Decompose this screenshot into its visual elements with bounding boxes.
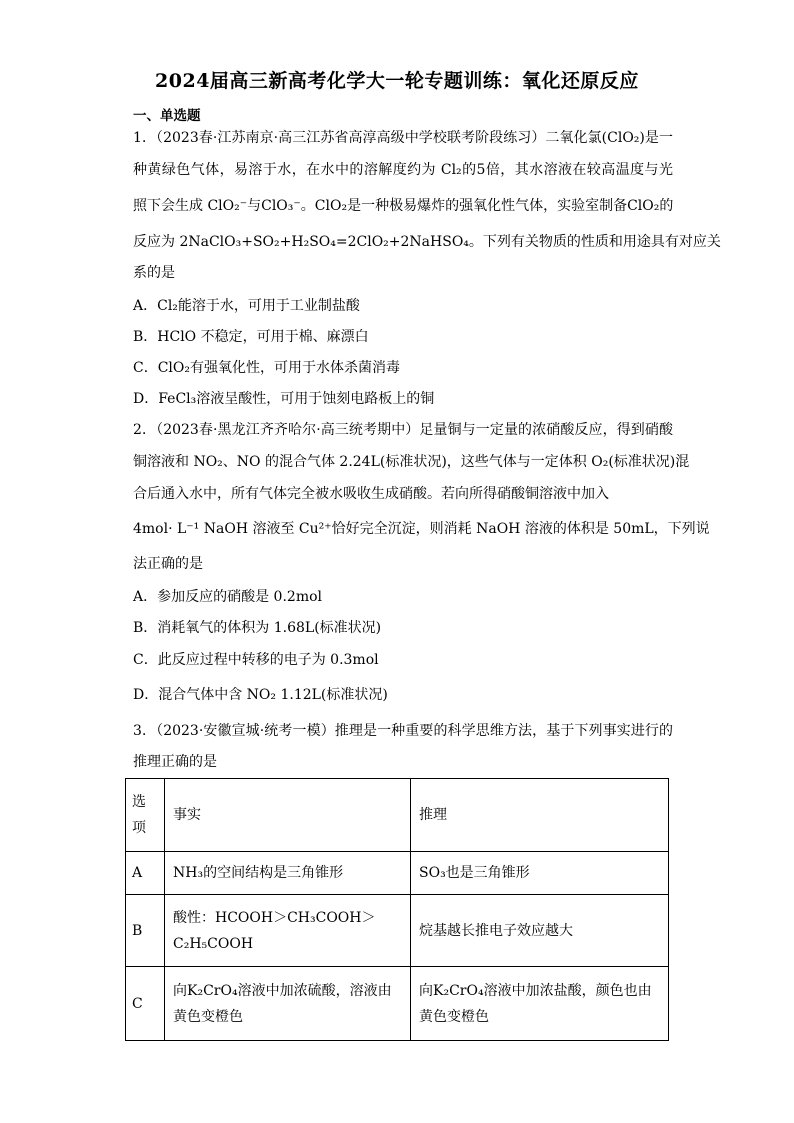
table-cell-inference: SO₃也是三角锥形 — [411, 852, 669, 895]
q2-line-2: 铜溶液和 NO₂、NO 的混合气体 2.24L(标准状况)，这些气体与一定体积 O₂(标准状况)混 — [133, 454, 690, 470]
q2-line-4: 4mol· L⁻¹ NaOH 溶液至 Cu²⁺恰好完全沉淀，则消耗 NaOH 溶液的体积是 50mL，下列说 — [133, 521, 710, 537]
q2-option-a: A．参加反应的硝酸是 0.2mol — [133, 589, 323, 605]
table-header-option: 选项 — [126, 779, 165, 852]
q2-option-d: D．混合气体中含 NO₂ 1.12L(标准状况) — [133, 687, 388, 703]
q2-option-c: C．此反应过程中转移的电子为 0.3mol — [133, 652, 379, 668]
q2-line-1: 2．（2023春·黑龙江齐齐哈尔·高三统考期中）足量铜与一定量的浓硝酸反应，得到硝酸 — [133, 422, 673, 438]
q3-line-2: 推理正确的是 — [133, 754, 217, 770]
q2-line-3: 合后通入水中，所有气体完全被水吸收生成硝酸。若向所得硝酸铜溶液中加入 — [133, 486, 609, 502]
q1-line-1: 1．（2023春·江苏南京·高三江苏省高淳高级中学校联考阶段练习）二氧化氯(ClO₂)是一 — [133, 130, 673, 146]
table-cell-fact: NH₃的空间结构是三角锥形 — [165, 852, 411, 895]
q1-option-a: A．Cl₂能溶于水，可用于工业制盐酸 — [133, 298, 360, 314]
q1-line-3: 照下会生成 ClO₂⁻与ClO₃⁻。ClO₂是一种极易爆炸的强氧化性气体，实验室制备ClO₂的 — [133, 198, 674, 214]
q1-option-c: C．ClO₂有强氧化性，可用于水体杀菌消毒 — [133, 360, 400, 376]
table-cell-option: B — [126, 895, 165, 967]
q1-line-5: 系的是 — [133, 265, 175, 281]
table-cell-inference: 烷基越长推电子效应越大 — [411, 895, 669, 967]
page-title: 2024届高三新高考化学大一轮专题训练：氧化还原反应 — [155, 70, 639, 92]
table-row — [126, 895, 669, 967]
table-row — [126, 852, 669, 895]
q1-line-4: 反应为 2NaClO₃+SO₂+H₂SO₄=2ClO₂+2NaHSO₄。下列有关物质的性质和用途具有对应关 — [133, 234, 721, 250]
q1-option-d: D．FeCl₃溶液呈酸性，可用于蚀刻电路板上的铜 — [133, 391, 435, 407]
table-cell-fact: 酸性：HCOOH＞CH₃COOH＞C₂H₅COOH — [165, 895, 411, 967]
q3-table — [125, 778, 669, 1041]
q1-line-2: 种黄绿色气体，易溶于水，在水中的溶解度约为 Cl₂的5倍，其水溶液在较高温度与光 — [133, 162, 673, 178]
table-cell-inference: 向K₂CrO₄溶液中加浓盐酸，颜色也由黄色变橙色 — [411, 967, 669, 1041]
section-heading: 一、单选题 — [133, 108, 201, 124]
table-header-fact: 事实 — [165, 779, 411, 852]
table-header-inference: 推理 — [411, 779, 669, 852]
q2-option-b: B．消耗氧气的体积为 1.68L(标准状况) — [133, 620, 382, 636]
table-cell-fact: 向K₂CrO₄溶液中加浓硫酸，溶液由黄色变橙色 — [165, 967, 411, 1041]
table-cell-option: C — [126, 967, 165, 1041]
q3-line-1: 3．（2023·安徽宣城·统考一模）推理是一种重要的科学思维方法，基于下列事实进行的 — [133, 723, 673, 739]
table-header-row — [126, 779, 669, 852]
table-row — [126, 967, 669, 1041]
q2-line-5: 法正确的是 — [133, 556, 203, 572]
q1-option-b: B．HClO 不稳定，可用于棉、麻漂白 — [133, 329, 369, 345]
table-cell-option: A — [126, 852, 165, 895]
